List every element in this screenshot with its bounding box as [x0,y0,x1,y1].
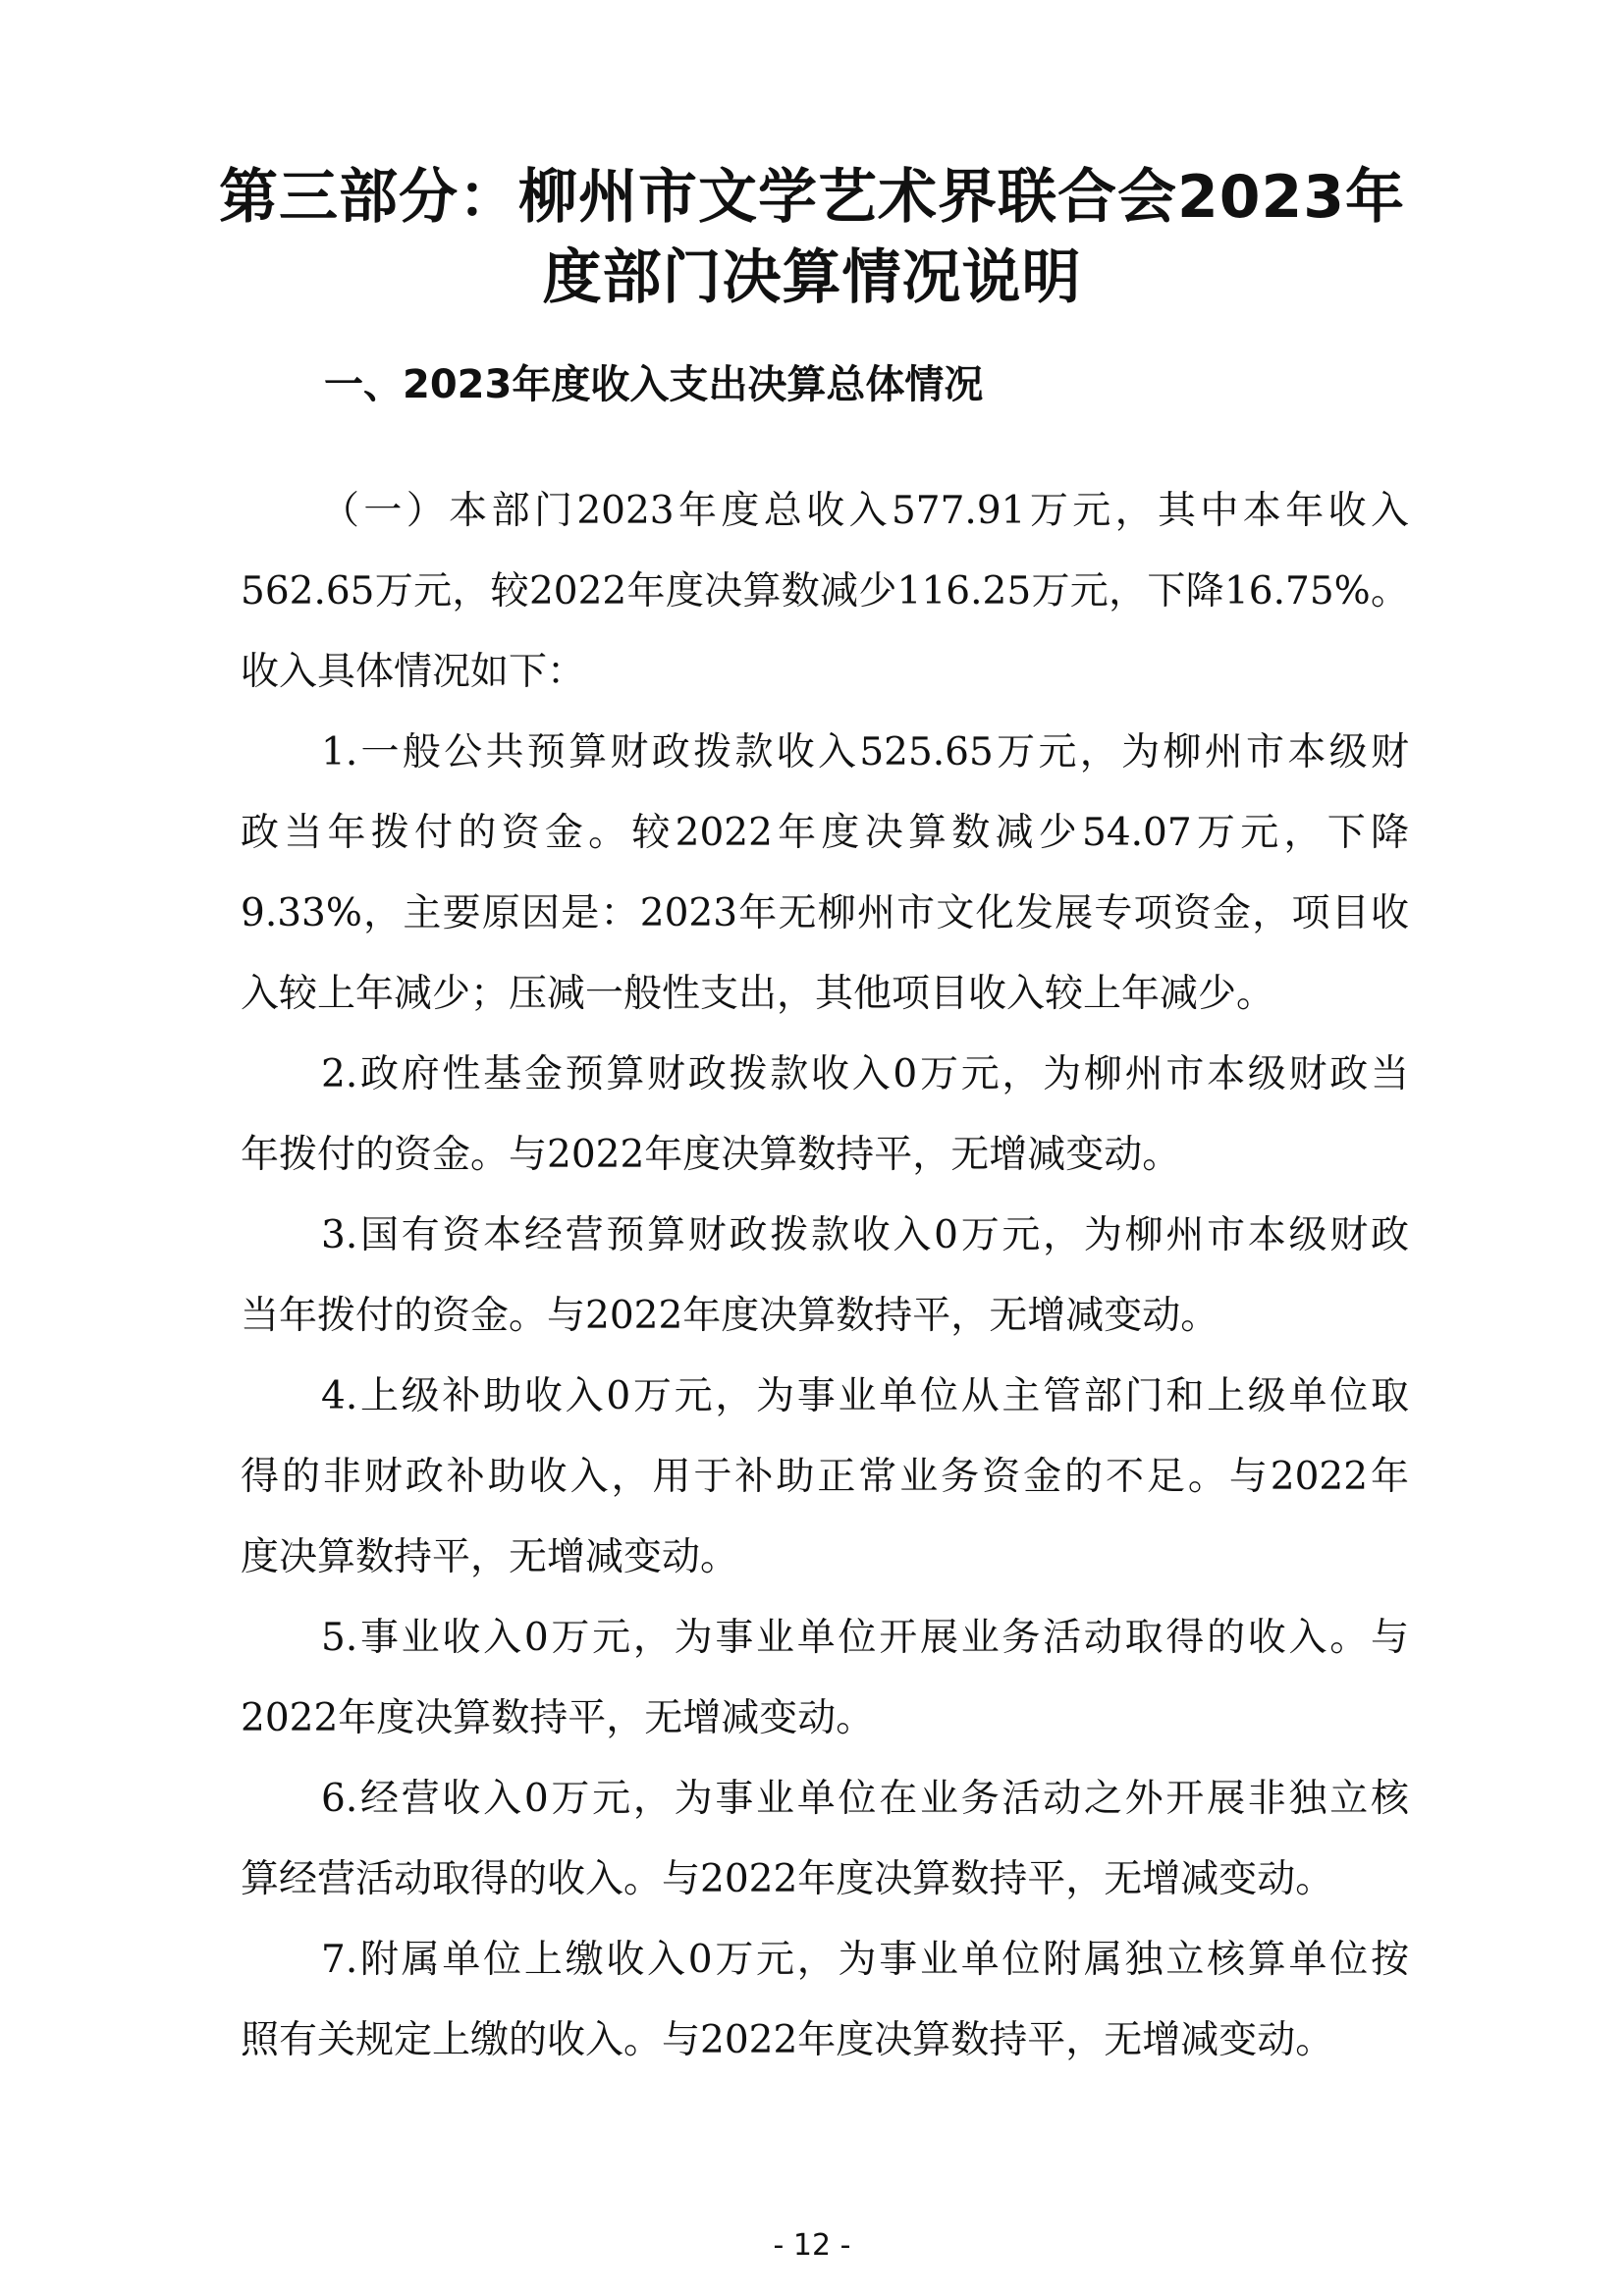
paragraph-8-line-2: 照有关规定上缴的收入。与2022年度决算数持平，无增减变动。 [241,2018,1334,2062]
section-heading: 一、2023年度收入支出决算总体情况 [324,362,984,407]
paragraph-5-line-3: 度决算数持平，无增减变动。 [241,1535,739,1579]
paragraph-7-line-1: 6.经营收入0万元，为事业单位在业务活动之外开展非独立核 [321,1777,1409,1821]
paragraph-3-line-1: 2.政府性基金预算财政拨款收入0万元，为柳州市本级财政当 [321,1052,1409,1096]
paragraph-1-line-2: 562.65万元，较2022年度决算数减少116.25万元，下降16.75%。 [241,569,1409,614]
page-number: - 12 - [773,2228,851,2263]
paragraph-4-line-2: 当年拨付的资金。与2022年度决算数持平，无增减变动。 [241,1294,1219,1338]
paragraph-4-line-1: 3.国有资本经营预算财政拨款收入0万元，为柳州市本级财政 [321,1213,1409,1257]
paragraph-2-line-4: 入较上年减少；压减一般性支出，其他项目收入较上年减少。 [241,972,1275,1016]
paragraph-2-line-1: 1.一般公共预算财政拨款收入525.65万元，为柳州市本级财 [321,730,1409,774]
title-line-1: 第三部分：柳州市文学艺术界联合会2023年 [219,163,1405,232]
paragraph-5-line-2: 得的非财政补助收入，用于补助正常业务资金的不足。与2022年 [241,1455,1409,1499]
paragraph-6-line-2: 2022年度决算数持平，无增减变动。 [241,1696,875,1740]
paragraph-3-line-2: 年拨付的资金。与2022年度决算数持平，无增减变动。 [241,1133,1181,1177]
paragraph-2-line-2: 政当年拨付的资金。较2022年度决算数减少54.07万元，下降 [241,811,1409,855]
paragraph-1-line-1: （一）本部门2023年度总收入577.91万元，其中本年收入 [321,489,1409,533]
paragraph-2-line-3: 9.33%，主要原因是：2023年无柳州市文化发展专项资金，项目收 [241,891,1409,935]
paragraph-1-line-3: 收入具体情况如下： [241,650,586,694]
paragraph-5-line-1: 4.上级补助收入0万元，为事业单位从主管部门和上级单位取 [321,1374,1409,1418]
paragraph-6-line-1: 5.事业收入0万元，为事业单位开展业务活动取得的收入。与 [321,1616,1409,1660]
document-title [196,157,1428,318]
document-body [241,471,1409,2081]
paragraph-8-line-1: 7.附属单位上缴收入0万元，为事业单位附属独立核算单位按 [321,1938,1409,1982]
paragraph-7-line-2: 算经营活动取得的收入。与2022年度决算数持平，无增减变动。 [241,1857,1334,1901]
title-line-2: 度部门决算情况说明 [542,243,1082,312]
